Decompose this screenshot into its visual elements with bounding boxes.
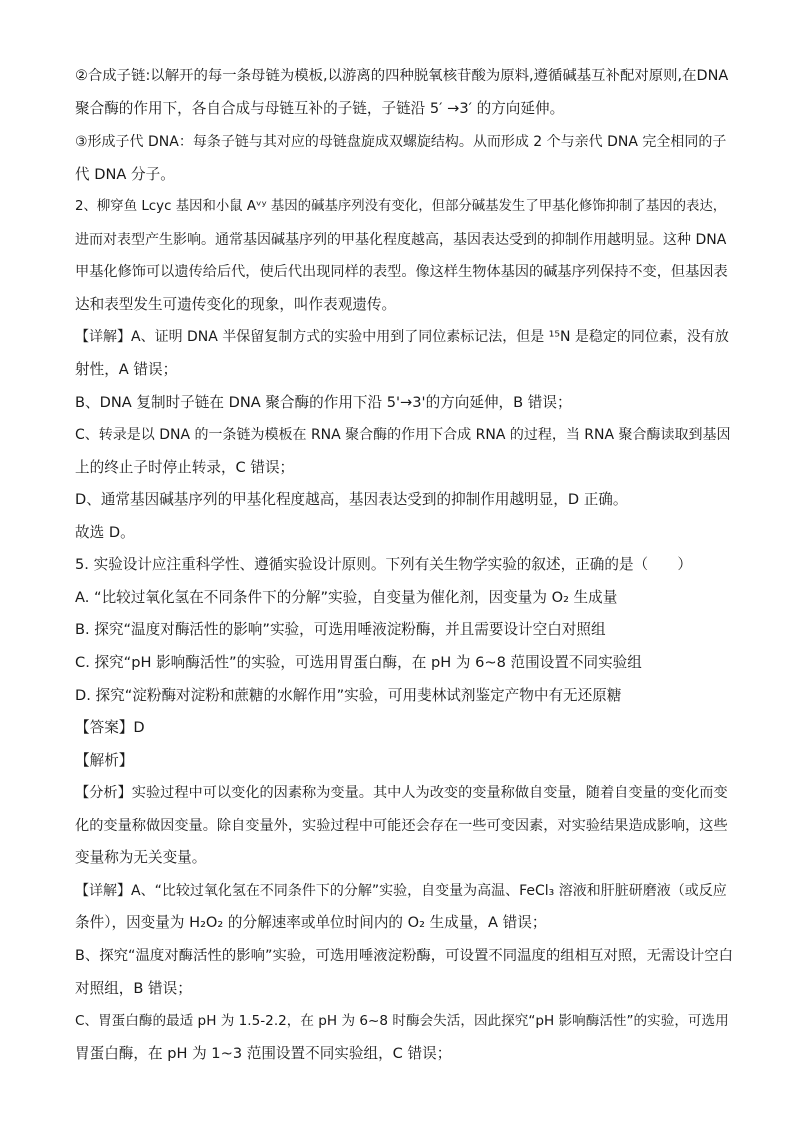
text-line: 代 DNA 分子。: [75, 166, 175, 183]
text-line: 【分析】实验过程中可以变化的因素称为变量。其中人为改变的变量称做自变量，随着自变量的变化而变: [75, 785, 728, 801]
text-line: C、转录是以 DNA 的一条链为模板在 RNA 聚合酶的作用下合成 RNA 的过程，当 RNA 聚合酶读取到基因: [75, 427, 731, 443]
question-stem: 5. 实验设计应注重科学性、遵循实验设计原则。下列有关生物学实验的叙述，正确的是（ ）: [75, 556, 692, 573]
text-line: 进而对表型产生影响。通常基因碱基序列的甲基化程度越高，基因表达受到的抑制作用越明显。这种 DNA: [75, 232, 727, 248]
text-line: ③形成子代 DNA：每条子链与其对应的母链盘旋成双螺旋结构。从而形成 2 个与亲代 DNA 完全相同的子: [75, 134, 727, 150]
text-line: 甲基化修饰可以遗传给后代，使后代出现同样的表型。像这样生物体基因的碱基序列保持不变，但基因表: [75, 264, 728, 280]
text-line: C、胃蛋白酶的最适 pH 为 1.5-2.2，在 pH 为 6~8 时酶会失活，因此探究“pH 影响酶活性”的实验，可选用: [75, 1013, 729, 1029]
text-line: 【详解】A、证明 DNA 半保留复制方式的实验中用到了同位素标记法，但是 ¹⁵N 是稳定的同位素，没有放: [75, 329, 729, 345]
option-a: A. “比较过氧化氢在不同条件下的分解”实验，自变量为催化剂，因变量为 O₂ 生成量: [75, 589, 618, 606]
option-b: B. 探究“温度对酶活性的影响”实验，可选用唾液淀粉酶，并且需要设计空白对照组: [75, 621, 606, 638]
text-line: ②合成子链:以解开的每一条母链为模板,以游离的四种脱氧核苷酸为原料,遵循碱基互补配对原则,在DNA: [75, 68, 729, 84]
text-line: 上的终止子时停止转录，C 错误；: [75, 459, 295, 476]
text-line: 射性，A 错误；: [75, 361, 178, 378]
option-c: C. 探究“pH 影响酶活性”的实验，可选用胃蛋白酶，在 pH 为 6~8 范围设置不同实验组: [75, 654, 642, 671]
text-line: 【详解】A、“比较过氧化氢在不同条件下的分解”实验，自变量为高温、FeCl₃ 溶液和肝脏研磨液（或反应: [75, 883, 727, 899]
text-line: 达和表型发生可遗传变化的现象，叫作表观遗传。: [75, 296, 397, 313]
text-line: 化的变量称做因变量。除自变量外，实验过程中可能还会存在一些可变因素，对实验结果造成影响，这些: [75, 818, 728, 834]
answer-label: 【答案】D: [75, 719, 145, 736]
text-line: B、探究“温度对酶活性的影响”实验，可选用唾液淀粉酶，可设置不同温度的组相互对照，无需设计空白: [75, 948, 733, 964]
text-line: 2、柳穿鱼 Lcyc 基因和小鼠 Aᵛʸ 基因的碱基序列没有变化，但部分碱基发生了甲基化修饰抑制了基因的表达，: [75, 199, 727, 214]
text-line: 对照组，B 错误；: [75, 980, 192, 997]
option-d: D. 探究“淀粉酶对淀粉和蔗糖的水解作用”实验，可用斐林试剂鉴定产物中有无还原糖: [75, 687, 622, 704]
text-line: D、通常基因碱基序列的甲基化程度越高，基因表达受到的抑制作用越明显，D 正确。: [75, 491, 628, 508]
text-line: 条件），因变量为 H₂O₂ 的分解速率或单位时间内的 O₂ 生成量，A 错误；: [75, 914, 547, 931]
text-line: 变量称为无关变量。: [75, 849, 207, 866]
text-line: 胃蛋白酶，在 pH 为 1~3 范围设置不同实验组，C 错误；: [75, 1045, 452, 1062]
analysis-label: 【解析】: [75, 752, 134, 769]
text-line: 聚合酶的作用下，各自合成与母链互补的子链，子链沿 5′ →3′ 的方向延伸。: [75, 100, 565, 117]
text-line: 故选 D。: [75, 524, 135, 541]
text-line: B、DNA 复制时子链在 DNA 聚合酶的作用下沿 5'→3'的方向延伸，B 错误；: [75, 394, 572, 411]
